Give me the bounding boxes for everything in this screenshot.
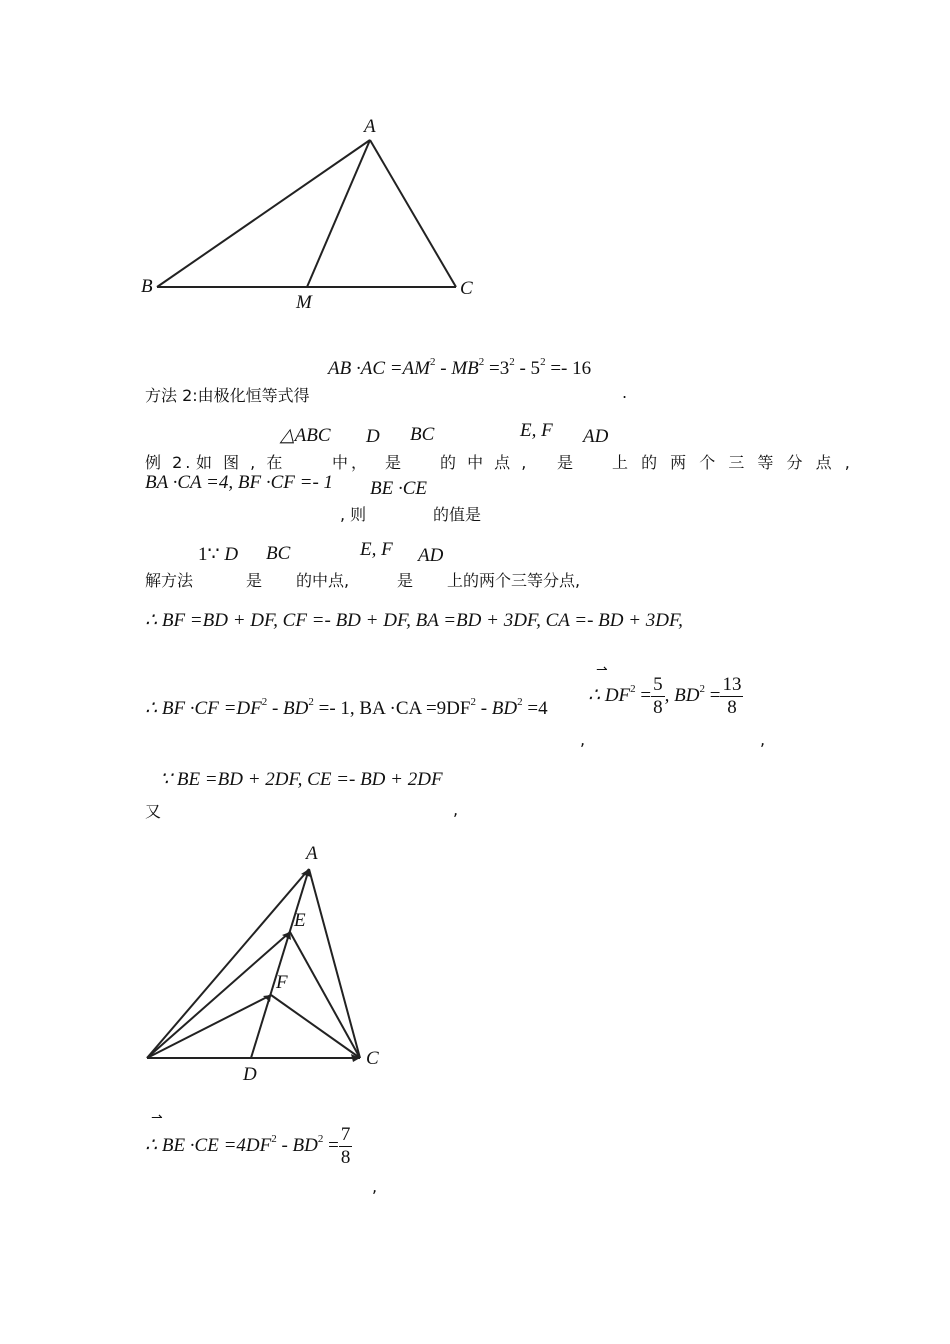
method2-text: 方法 2:由极化恒等式得: [145, 386, 310, 405]
fraction-13-8: $\frac{13}{8}$: [722, 674, 742, 718]
fig2-label-c: C: [366, 1048, 379, 1069]
example2-text-3: 是: [385, 453, 402, 472]
final-vector-arrow-mark: ⇀: [151, 1111, 163, 1126]
example2-text-1: 如 图 , 在: [196, 453, 286, 472]
vertex-label-c: C: [460, 278, 473, 299]
fig2-label-a: A: [306, 843, 318, 864]
solution-text-4: 是: [397, 571, 414, 590]
solution-ef: E, F: [360, 539, 393, 560]
vector-arrow-mark: ⇀: [596, 663, 608, 678]
example2-label: 例 2.: [145, 453, 194, 472]
fraction-7-8: $\frac{7}{8}$: [340, 1124, 351, 1168]
example2-text-6: 上 的 两 个 三 等 分 点 ,: [612, 453, 854, 472]
solution-text-3: 的中点,: [296, 571, 350, 590]
solution-also-word: 又: [145, 802, 162, 821]
solution-line-2: ∴ BF $\cdot CF =DF^2 - BD^2 =- 1$, BA $\cdot CA =9DF^2 - BD^2 =4$: [145, 696, 548, 719]
example2-point-d: D: [366, 426, 380, 447]
example2-condition: BA ·CA =4, BF ·CF =- 1: [145, 472, 334, 493]
fig2-label-d: D: [243, 1064, 257, 1085]
solution-ad: AD: [418, 545, 444, 566]
example2-segment-ad: AD: [583, 426, 609, 447]
example2-segment-bc: BC: [410, 424, 435, 445]
fig2-label-f: F: [276, 972, 288, 993]
solution-lead: 1∵ D: [198, 544, 239, 565]
example2-ask: 的值是: [433, 505, 482, 524]
final-expression: ∴ BE $\cdot CE =4DF^2 - BD^2$ = $\frac{7}{8}$: [145, 1124, 351, 1168]
vertex-label-b: B: [141, 276, 153, 297]
solution-text-2: 是: [246, 571, 263, 590]
solution-text-1: 解方法: [145, 571, 194, 590]
vertex-label-a: A: [364, 116, 376, 137]
example2-text-4: 的 中 点 ,: [440, 453, 530, 472]
solution-comma-3: ,: [453, 800, 459, 819]
final-comma: ,: [372, 1177, 378, 1196]
solution-also-expr: ∵ BE =BD + 2DF, CE =- BD + 2DF: [160, 769, 443, 790]
example2-triangle-symbol: △ABC: [280, 425, 331, 446]
fraction-5-8: $\frac{5}{8}$: [653, 674, 663, 718]
vertex-label-m: M: [296, 292, 312, 313]
example2-then: , 则: [340, 505, 367, 524]
solution-text-5: 上的两个三等分点,: [447, 571, 581, 590]
solution-result: ∴ $DF^2$ = $\frac{5}{8}$ , $BD^2$ = $\frac{13}{8}$: [588, 674, 742, 718]
method2-period: .: [622, 383, 628, 402]
method2-formula: AB $\cdot AC =AM^2 - MB^2 =3^2 - 5^2 =- 16$: [328, 356, 592, 379]
fig2-label-e: E: [294, 910, 306, 931]
solution-comma-1: ,: [580, 730, 586, 749]
example2-target: BE ·CE: [370, 478, 427, 499]
example2-text-5: 是: [557, 453, 574, 472]
solution-bc: BC: [266, 543, 291, 564]
solution-comma-2: ,: [760, 730, 766, 749]
solution-line-1: ∴ BF =BD + DF, CF =- BD + DF, BA =BD + 3DF, CA =- BD + 3DF,: [145, 610, 683, 631]
example2-points-ef: E, F: [520, 420, 553, 441]
example2-text-2: 中，: [332, 453, 371, 472]
